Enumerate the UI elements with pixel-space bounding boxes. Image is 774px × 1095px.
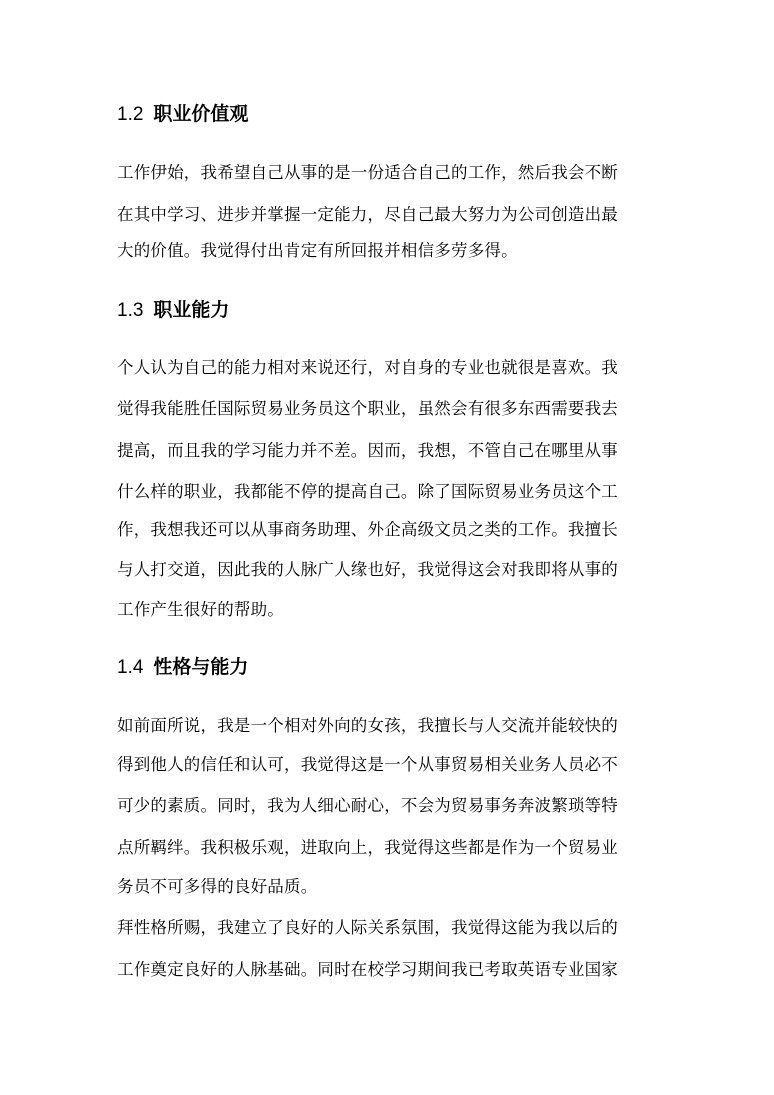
paragraph-line: 得到他人的信任和认可，我觉得这是一个从事贸易相关业务人员必不 [117, 755, 618, 774]
section-title: 职业价值观 [153, 103, 249, 125]
paragraph-line: 大的价值。我觉得付出肯定有所回报并相信多劳多得。 [117, 241, 518, 260]
paragraph-line: 觉得我能胜任国际贸易业务员这个职业，虽然会有很多东西需要我去 [117, 399, 618, 418]
paragraph-line: 在其中学习、进步并掌握一定能力，尽自己最大努力为公司创造出最 [117, 205, 618, 224]
section-heading-1-4 [117, 652, 248, 682]
paragraph-line: 个人认为自己的能力相对来说还行，对自身的专业也就很是喜欢。我 [117, 358, 618, 377]
paragraph-line: 与人打交道，因此我的人脉广人缘也好，我觉得这会对我即将从事的 [117, 560, 618, 579]
paragraph-line: 可少的素质。同时，我为人细心耐心，不会为贸易事务奔波繁琐等特 [117, 796, 618, 815]
paragraph-line: 工作奠定良好的人脉基础。同时在校学习期间我已考取英语专业国家 [117, 960, 618, 979]
section-number: 1.4 [117, 657, 144, 678]
paragraph-line: 什么样的职业，我都能不停的提高自己。除了国际贸易业务员这个工 [117, 482, 618, 501]
paragraph-line: 务员不可多得的良好品质。 [117, 877, 318, 896]
paragraph-line: 工作产生很好的帮助。 [117, 600, 284, 619]
section-title: 性格与能力 [153, 656, 249, 678]
section-number: 1.3 [117, 300, 144, 321]
paragraph-line: 如前面所说，我是一个相对外向的女孩，我擅长与人交流并能较快的 [117, 716, 618, 735]
section-number: 1.2 [117, 104, 144, 125]
paragraph-line: 拜性格所赐，我建立了良好的人际关系氛围，我觉得这能为我以后的 [117, 918, 618, 937]
section-heading-1-2 [117, 99, 248, 129]
paragraph-line: 点所羁绊。我积极乐观，进取向上，我觉得这些都是作为一个贸易业 [117, 838, 618, 857]
paragraph-line: 提高，而且我的学习能力并不差。因而，我想，不管自己在哪里从事 [117, 441, 618, 460]
section-title: 职业能力 [153, 299, 230, 321]
section-heading-1-3 [117, 295, 229, 325]
paragraph-line: 工作伊始，我希望自己从事的是一份适合自己的工作，然后我会不断 [117, 163, 618, 182]
paragraph-line: 作，我想我还可以从事商务助理、外企高级文员之类的工作。我擅长 [117, 520, 618, 539]
